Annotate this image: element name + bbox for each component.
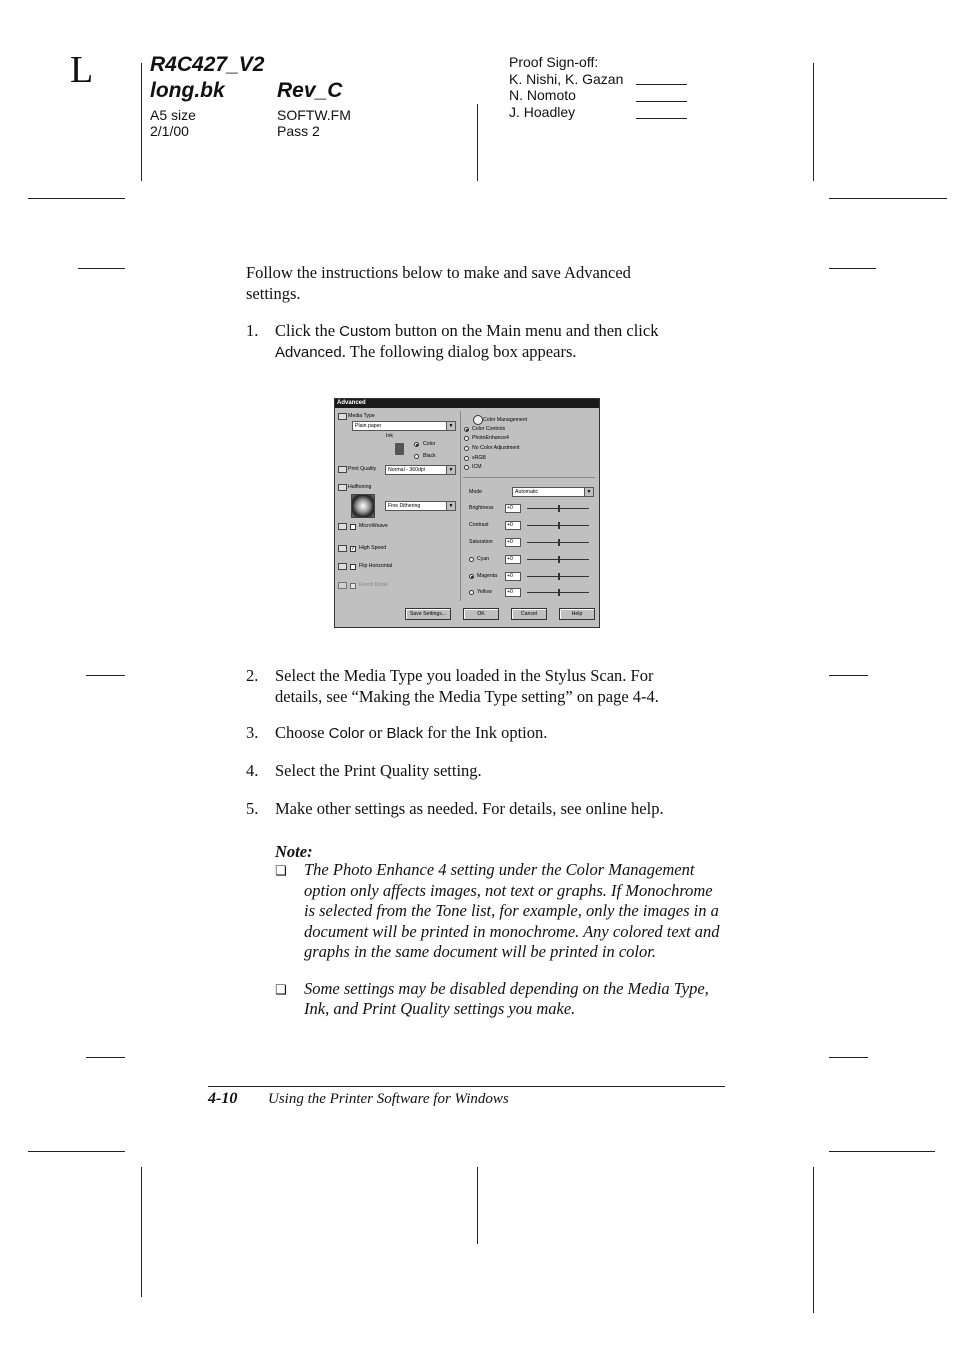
note-line: Ink, and Print Quality settings you make. (304, 999, 576, 1018)
cm-option-label: sRGB (472, 455, 486, 461)
step-text: Choose (275, 723, 329, 742)
chevron-down-icon: ▼ (584, 488, 593, 496)
print-quality-value: Normal - 360dpi (388, 467, 425, 473)
slider-label: Magenta (477, 573, 498, 579)
dialog-title: Advanced (337, 400, 366, 406)
halftoning-icon (338, 484, 347, 491)
cm-option-label: ICM (472, 464, 482, 470)
step-text: details, see “Making the Media Type setting” on page 4-4. (275, 687, 659, 706)
ink-color-label: Color (423, 441, 436, 447)
slider-label: Brightness (469, 505, 494, 511)
cm-option-radio[interactable] (464, 446, 469, 451)
footer-rule (208, 1086, 725, 1087)
note-bullet: ❑ (275, 983, 287, 998)
file-name: SOFTW.FM (277, 107, 351, 123)
step-1-line-1 (275, 320, 658, 342)
slider-value: +0 (507, 539, 513, 545)
crop-mark (829, 198, 947, 199)
slider-value-field[interactable] (505, 538, 521, 547)
crop-mark (28, 1151, 125, 1152)
cm-option-radio[interactable] (464, 456, 469, 461)
chevron-down-icon: ▼ (446, 502, 455, 510)
slider-value: +0 (507, 522, 513, 528)
slider-label: Contrast (469, 522, 489, 528)
corner-mark: L (70, 49, 94, 91)
crop-mark (141, 1167, 142, 1297)
media-type-value: Plain paper (355, 423, 382, 429)
ok-button[interactable]: OK (463, 608, 499, 620)
ui-term-custom: Custom (339, 323, 391, 340)
slider-thumb[interactable] (558, 589, 560, 596)
color-management-label: Color Management (483, 417, 528, 423)
doc-date: 2/1/00 (150, 123, 189, 139)
cm-option-label: No Color Adjustment (472, 445, 520, 451)
yellow-radio[interactable] (469, 590, 474, 595)
media-type-select[interactable] (352, 421, 456, 431)
note-bullet: ❑ (275, 864, 287, 879)
note-line: Some settings may be disabled depending on the Media Type, (304, 979, 709, 998)
note-line: is selected from the Tone list, for example, only the images in a (304, 901, 719, 920)
flip-horizontal-label: Flip Horizontal (359, 563, 393, 569)
slider-value-field[interactable] (505, 555, 521, 564)
step-text: Select the Print Quality setting. (275, 761, 482, 780)
crop-mark (829, 268, 876, 269)
ui-term-black: Black (386, 725, 424, 742)
proof-name: K. Nishi, K. Gazan (509, 71, 624, 87)
crop-mark (477, 104, 478, 181)
step-1-line-2 (275, 341, 577, 363)
dialog-title-bar (335, 399, 599, 408)
slider-value: +0 (507, 589, 513, 595)
magenta-radio[interactable] (469, 574, 474, 579)
crop-mark (829, 1057, 868, 1058)
intro-line: settings. (246, 284, 301, 303)
halftoning-value: Fine Dithering (388, 503, 421, 509)
slider-thumb[interactable] (558, 505, 560, 512)
step-number: 3. (246, 723, 259, 742)
chevron-down-icon: ▼ (446, 466, 455, 474)
signoff-line (636, 101, 687, 102)
step-number: 2. (246, 666, 259, 685)
flip-horizontal-checkbox[interactable] (350, 564, 356, 570)
step-text: . The following dialog box appears. (341, 342, 577, 361)
crop-mark (829, 675, 868, 676)
microweave-icon (338, 523, 347, 530)
slider-label: Yellow (477, 589, 492, 595)
ui-term-advanced: Advanced (275, 344, 342, 361)
note-line: option only affects images, not text or graphs. If Monochrome (304, 881, 713, 900)
note-line: graphs in the same document will be printed in color. (304, 942, 656, 961)
media-type-icon (338, 413, 347, 420)
slider-value: +0 (507, 573, 513, 579)
finest-detail-icon (338, 582, 347, 589)
proof-name: N. Nomoto (509, 87, 576, 103)
ink-black-radio[interactable] (414, 454, 419, 459)
slider-thumb[interactable] (558, 539, 560, 546)
signoff-line (636, 118, 687, 119)
step-number: 5. (246, 799, 259, 818)
slider-value-field[interactable] (505, 504, 521, 513)
note-title: Note: (275, 842, 313, 861)
signoff-line (636, 84, 687, 85)
intro-line: Follow the instructions below to make and save Advanced (246, 263, 631, 282)
cm-option-radio[interactable] (464, 465, 469, 470)
proof-name: J. Hoadley (509, 104, 576, 120)
cm-option-radio[interactable] (464, 436, 469, 441)
step-text: Click the (275, 321, 340, 340)
advanced-dialog (334, 398, 600, 628)
step-text: or (364, 723, 387, 742)
halftone-preview-icon (351, 494, 375, 518)
ui-term-color: Color (328, 725, 365, 742)
print-quality-label: Print Quality (348, 466, 377, 472)
proof-title: Proof Sign-off: (509, 54, 599, 70)
microweave-label: MicroWeave (359, 523, 388, 529)
print-quality-select[interactable] (385, 465, 456, 475)
step-number: 4. (246, 761, 259, 780)
slider-value: +0 (507, 505, 513, 511)
finest-detail-label: Finest Detail (359, 582, 388, 588)
color-management-icon (473, 415, 483, 425)
separator (463, 477, 595, 478)
media-type-label: Media Type (348, 413, 375, 419)
crop-mark (813, 63, 814, 181)
ink-cartridge-icon (395, 443, 404, 455)
slider-label: Cyan (477, 556, 490, 562)
halftoning-select[interactable] (385, 501, 456, 511)
chapter-title: Using the Printer Software for Windows (268, 1091, 509, 1107)
high-speed-checkbox[interactable]: ✓ (351, 546, 356, 552)
slider-thumb[interactable] (558, 573, 560, 580)
crop-mark (78, 268, 125, 269)
book-name: long.bk (150, 79, 225, 102)
high-speed-label: High Speed (359, 545, 387, 551)
step-text: button on the Main menu and then click (390, 321, 659, 340)
slider-value: +0 (507, 556, 513, 562)
high-speed-icon (338, 545, 347, 552)
print-quality-icon (338, 466, 347, 473)
cancel-button[interactable]: Cancel (511, 608, 547, 620)
step-3-text (275, 722, 547, 744)
slider-value-field[interactable] (505, 588, 521, 597)
mode-value: Automatic (515, 489, 539, 495)
crop-mark (141, 63, 142, 181)
crop-mark (477, 1167, 478, 1244)
pass: Pass 2 (277, 123, 320, 139)
slider-value-field[interactable] (505, 521, 521, 530)
step-number: 1. (246, 321, 259, 340)
halftoning-label: Halftoning (348, 484, 372, 490)
page-size: A5 size (150, 107, 196, 123)
flip-horizontal-icon (338, 563, 347, 570)
page-number: 4-10 (208, 1090, 238, 1107)
crop-mark (829, 1151, 935, 1152)
doc-id: R4C427_V2 (150, 53, 265, 76)
slider-thumb[interactable] (558, 556, 560, 563)
save-settings-button[interactable]: Save Settings... (405, 608, 451, 620)
mode-label: Mode (469, 489, 482, 495)
finest-detail-checkbox[interactable] (350, 583, 356, 589)
crop-mark (86, 675, 125, 676)
note-line: document will be printed in monochrome. Any colored text and (304, 922, 720, 941)
mode-select[interactable] (512, 487, 594, 497)
help-button[interactable]: Help (559, 608, 595, 620)
note-line: The Photo Enhance 4 setting under the Color Management (304, 860, 695, 879)
chevron-down-icon: ▼ (446, 422, 455, 430)
slider-thumb[interactable] (558, 522, 560, 529)
step-text: for the Ink option. (423, 723, 548, 742)
cm-option-label: Color Controls (472, 426, 506, 432)
cm-option-radio[interactable] (464, 427, 469, 432)
revision: Rev_C (277, 79, 343, 102)
microweave-checkbox[interactable] (350, 524, 356, 530)
ink-black-label: Black (423, 453, 436, 459)
ink-color-radio[interactable] (414, 442, 419, 447)
crop-mark (86, 1057, 125, 1058)
step-text: Select the Media Type you loaded in the Stylus Scan. For (275, 666, 654, 685)
cm-option-label: PhotoEnhance4 (472, 435, 509, 441)
crop-mark (28, 198, 125, 199)
crop-mark (813, 1167, 814, 1313)
cyan-radio[interactable] (469, 557, 474, 562)
slider-label: Saturation (469, 539, 493, 545)
column-divider (460, 411, 461, 601)
ink-label: Ink (386, 433, 393, 439)
slider-value-field[interactable] (505, 572, 521, 581)
step-text: Make other settings as needed. For details, see online help. (275, 799, 664, 818)
